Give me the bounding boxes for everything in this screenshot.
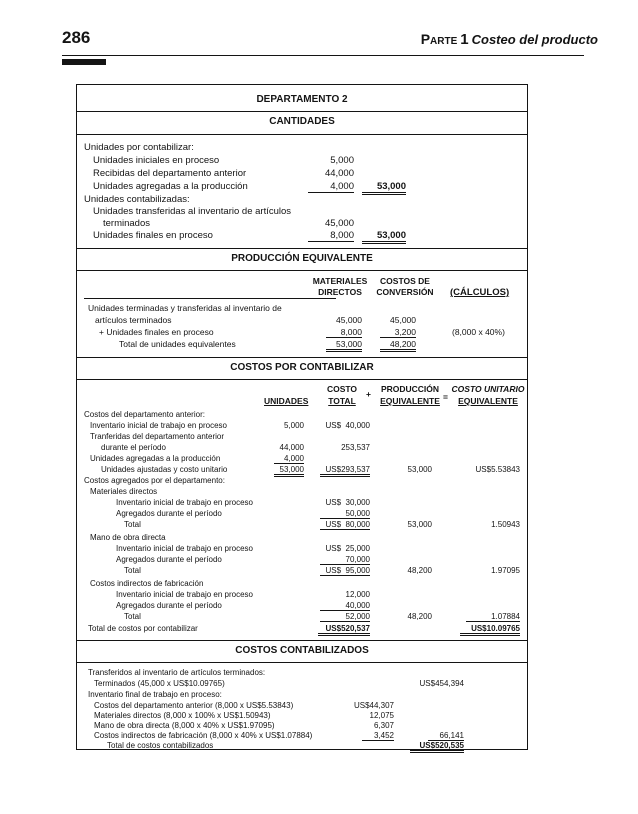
final-label: Unidades finales en proceso	[93, 230, 213, 241]
oh-total-label: Total	[124, 612, 141, 621]
added-total: 53,000	[362, 181, 406, 195]
header-rule	[62, 55, 584, 56]
col-total-1: COSTO	[326, 384, 358, 394]
received-label: Recibidas del departamento anterior	[93, 168, 247, 179]
initial-label: Unidades iniciales en proceso	[93, 155, 220, 166]
header-bar	[62, 59, 106, 65]
col-conversion-2: CONVERSIÓN	[376, 287, 434, 297]
divider	[76, 662, 528, 663]
transfer-units: 44,000	[279, 443, 304, 452]
divider	[76, 248, 528, 249]
to-account-label: Unidades por contabilizar:	[84, 142, 194, 153]
equals-sign: =	[443, 392, 448, 402]
mat-inv-label: Inventario inicial de trabajo en proceso	[116, 498, 253, 507]
lab-eq: 48,200	[407, 566, 432, 575]
rule	[84, 298, 336, 299]
added-units: 4,000	[274, 454, 304, 464]
col-prod-1: PRODUCCIÓN	[380, 384, 440, 394]
department-title: DEPARTAMENTO 2	[256, 94, 348, 105]
eq-row3-conversion: 48,200	[380, 339, 416, 352]
divider	[76, 270, 528, 271]
divider	[76, 357, 528, 358]
adjusted-eq: 53,000	[407, 465, 432, 474]
divider	[76, 640, 528, 641]
oh-inv-cost: 12,000	[345, 590, 370, 599]
acc-oh-value: 3,452	[362, 731, 394, 741]
col-units: UNIDADES	[264, 396, 309, 406]
added-value: 4,000	[308, 181, 354, 193]
lab-inv-label: Inventario inicial de trabajo en proceso	[116, 544, 253, 553]
lab-inv-cost: US$ 25,000	[325, 544, 370, 553]
labor-label: Mano de obra directa	[90, 533, 166, 542]
acc-oh-label: Costos indirectos de fabricación (8,000 x 40% x US$1.07884)	[94, 731, 313, 740]
adjusted-units: 53,000	[274, 465, 304, 477]
acc-transferred-label-2: Terminados (45,000 x US$10.09765)	[94, 679, 225, 688]
mat-total-label: Total	[124, 520, 141, 529]
prev-inv-units: 5,000	[283, 421, 304, 430]
eq-row2-label: + Unidades finales en proceso	[99, 327, 214, 337]
chapter-title: Costeo del producto	[471, 32, 598, 47]
col-materials-1: MATERIALES	[312, 276, 368, 286]
transfer-cost: 253,537	[341, 443, 370, 452]
oh-total-cost: 52,000	[320, 612, 370, 622]
eq-row3-materials: 53,000	[326, 339, 362, 352]
mat-unit: 1.50943	[491, 520, 520, 529]
accounted-label: Unidades contabilizadas:	[84, 194, 190, 205]
col-total-2: TOTAL	[328, 396, 356, 406]
oh-eq: 48,200	[407, 612, 432, 621]
acc-total-label: Total de costos contabilizados	[107, 741, 214, 750]
adjusted-unit: US$5.53843	[475, 465, 520, 474]
oh-added-cost: 40,000	[320, 601, 370, 611]
part-word: Parte	[420, 31, 458, 47]
acc-mat-label: Materiales directos (8,000 x 100% x US$1.50943)	[94, 711, 271, 720]
mat-added-label: Agregados durante el período	[116, 509, 222, 518]
transferred-value: 45,000	[324, 218, 354, 229]
oh-inv-label: Inventario inicial de trabajo en proceso	[116, 590, 253, 599]
transferred-label-2: terminados	[103, 218, 150, 229]
initial-value: 5,000	[330, 155, 354, 166]
divider	[76, 379, 528, 380]
acc-lab-value: 6,307	[373, 721, 394, 730]
overhead-label: Costos indirectos de fabricación	[90, 579, 204, 588]
mat-added-cost: 50,000	[320, 509, 370, 519]
acc-oh-total: 66,141	[428, 731, 464, 741]
acc-transferred-value: US$454,394	[419, 679, 464, 688]
acc-total-value: US$520,535	[410, 741, 464, 753]
final-value: 8,000	[308, 230, 354, 242]
eq-row2-materials: 8,000	[326, 327, 362, 338]
mat-eq: 53,000	[407, 520, 432, 529]
added-units-label: Unidades agregadas a la producción	[90, 454, 221, 463]
materials-label: Materiales directos	[90, 487, 158, 496]
acc-lab-label: Mano de obra directa (8,000 x 40% x US$1.97095)	[94, 721, 275, 730]
acc-prev-value: US$44,307	[353, 701, 394, 710]
eq-row3-label: Total de unidades equivalentes	[119, 339, 236, 349]
plus-sign: +	[366, 389, 371, 399]
eq-row2-conversion: 3,200	[380, 327, 416, 338]
lab-total-label: Total	[124, 566, 141, 575]
eq-row1-conversion: 45,000	[390, 315, 416, 325]
col-calc: (CÁLCULOS)	[450, 287, 510, 298]
acc-prev-label: Costos del departamento anterior (8,000 x US$5.53843)	[94, 701, 294, 710]
received-value: 44,000	[324, 168, 354, 179]
col-unit-1: COSTO UNITARIO	[451, 384, 525, 394]
mat-total-cost: US$ 80,000	[320, 520, 370, 530]
costs-title: COSTOS POR CONTABILIZAR	[230, 362, 374, 373]
acc-final-label: Inventario final de trabajo en proceso:	[88, 690, 222, 699]
eq-row1-materials: 45,000	[336, 315, 362, 325]
oh-added-label: Agregados durante el período	[116, 601, 222, 610]
acc-transferred-label-1: Transferidos al inventario de artículos terminados:	[88, 668, 266, 677]
part-number: 1	[460, 31, 469, 48]
grand-unit: US$10.09765	[460, 624, 520, 636]
oh-unit: 1.07884	[466, 612, 520, 622]
col-prod-2: EQUIVALENTE	[380, 396, 440, 406]
eq-row1-label-1: Unidades terminadas y transferidas al inventario de	[88, 303, 282, 313]
prev-dept-label: Costos del departamento anterior:	[84, 410, 205, 419]
lab-added-label: Agregados durante el período	[116, 555, 222, 564]
adjusted-label: Unidades ajustadas y costo unitario	[101, 465, 228, 474]
acc-mat-value: 12,075	[369, 711, 394, 720]
accounted-title: COSTOS CONTABILIZADOS	[235, 645, 369, 656]
lab-unit: 1.97095	[491, 566, 520, 575]
transfer-label-2: durante el período	[101, 443, 166, 452]
equivalent-title: PRODUCCIÓN EQUIVALENTE	[231, 253, 373, 264]
eq-row1-label-2: artículos terminados	[95, 315, 172, 325]
transfer-label-1: Tranferidas del departamento anterior	[90, 432, 224, 441]
divider	[76, 134, 528, 135]
mat-inv-cost: US$ 30,000	[325, 498, 370, 507]
col-materials-2: DIRECTOS	[318, 287, 362, 297]
grand-cost: US$520,537	[318, 624, 370, 636]
prev-inv-label: Inventario inicial de trabajo en proceso	[90, 421, 227, 430]
page-number: 286	[62, 28, 91, 47]
lab-total-cost: US$ 95,000	[320, 566, 370, 576]
final-total: 53,000	[362, 230, 406, 244]
running-header	[421, 31, 598, 48]
transferred-label-1: Unidades transferidas al inventario de artículos	[93, 206, 292, 217]
added-label: Unidades agregadas a la producción	[93, 181, 248, 192]
lab-added-cost: 70,000	[320, 555, 370, 565]
prev-inv-cost: US$ 40,000	[325, 421, 370, 430]
grand-label: Total de costos por contabilizar	[88, 624, 198, 633]
adjusted-cost: US$293,537	[320, 465, 370, 477]
col-unit-2: EQUIVALENTE	[458, 396, 518, 406]
eq-row2-calc: (8,000 x 40%)	[452, 327, 505, 337]
dept-costs-label: Costos agregados por el departamento:	[84, 476, 225, 485]
col-conversion-1: COSTOS DE	[380, 276, 430, 286]
quantities-title: CANTIDADES	[269, 116, 335, 127]
divider	[76, 111, 528, 112]
